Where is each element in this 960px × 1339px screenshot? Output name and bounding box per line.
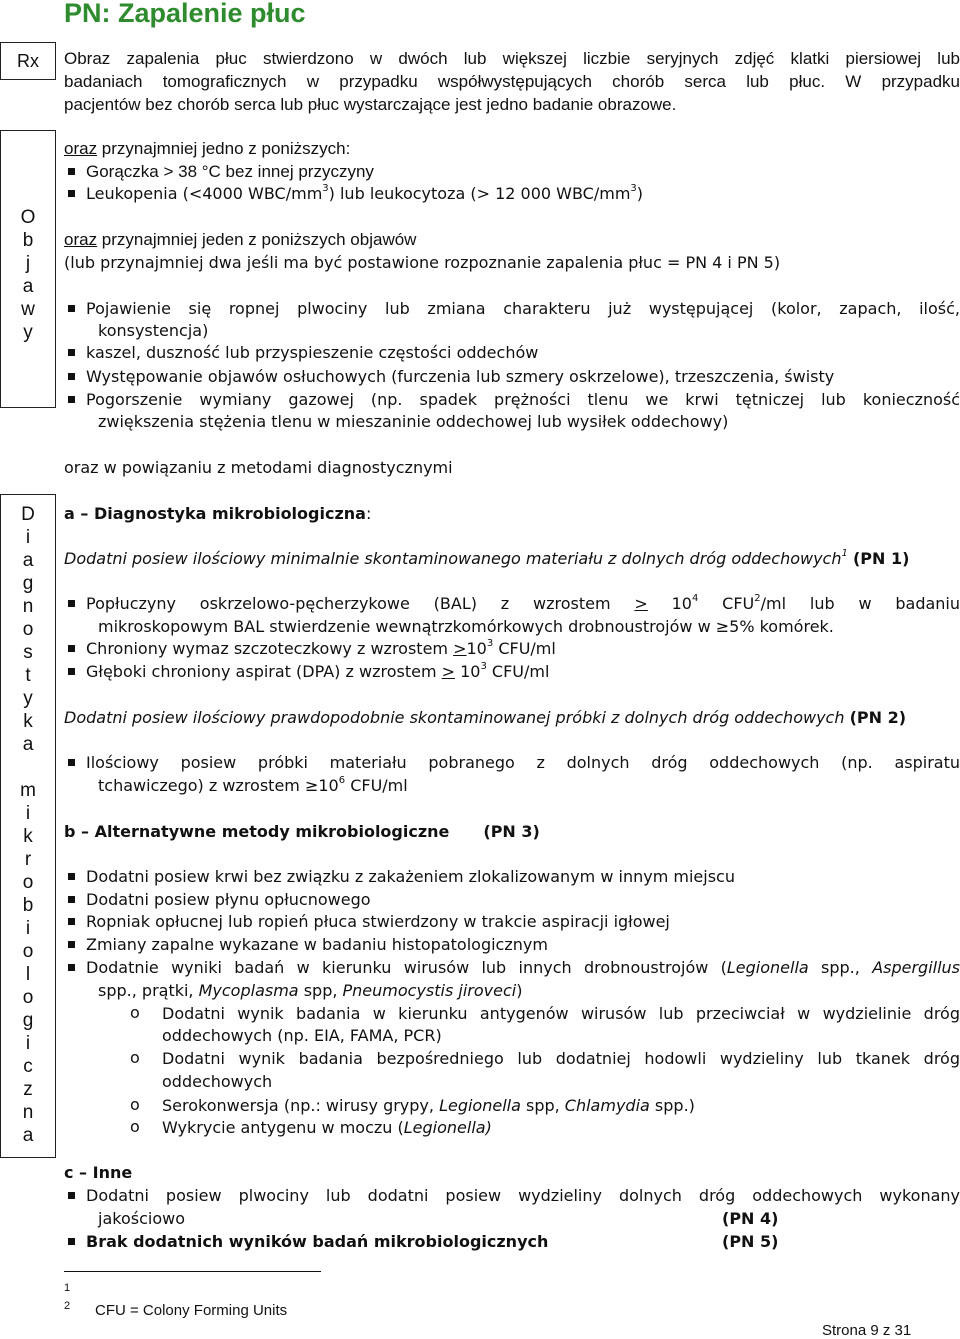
diag-label-letter: o	[22, 941, 34, 962]
rx-label: Rx	[17, 51, 39, 71]
diag-label-letter: o	[22, 872, 34, 893]
diag-label-letter: a	[22, 734, 34, 755]
objawy-sym-3: Występowanie objawów osłuchowych (furczenia lub szmery oskrzelowe), trzeszczenia, świsty	[64, 366, 960, 388]
diag-o2-line-2: oddechowych	[162, 1072, 273, 1091]
diag-label-letter: n	[22, 596, 34, 617]
objawy-sym-4-line-1: Pogorszenie wymiany gazowej (np. spadek prężności tlenu we krwi tętniczej lub konieczność	[64, 389, 960, 411]
diag-c-item-1-line-2: jakościowo	[98, 1209, 185, 1228]
footnote-2-number: 2	[64, 1300, 71, 1312]
diag-o2-line-1: Dodatni wynik badania bezpośredniego lub dodatniej hodowli wydzieliny lub tkanek dróg	[162, 1049, 960, 1068]
diag-label-letter: c	[23, 1056, 33, 1077]
diag-o1-line-2: oddechowych (np. EIA, FAMA, PCR)	[162, 1026, 442, 1045]
connector-text: oraz w powiązaniu z metodami diagnostycznymi	[64, 458, 453, 477]
diag-c-item-2: Brak dodatnich wyników badań mikrobiologicznych	[64, 1231, 960, 1253]
sub-marker-4: o	[130, 1117, 140, 1136]
objawy-intro-2b: (lub przynajmniej dwa jeśli ma być postawione rozpoznanie zapalenia płuc = PN 4 i PN 5)	[64, 253, 781, 272]
sub-marker-2: o	[130, 1048, 140, 1067]
sub-marker-1: o	[130, 1003, 140, 1022]
diag-o1-line-1: Dodatni wynik badania w kierunku antygenów wirusów lub przeciwciał w wydzielinie dróg	[162, 1004, 960, 1023]
rx-label-box	[0, 42, 56, 80]
diag-o3: Serokonwersja (np.: wirusy grypy, Legionella spp, Chlamydia spp.)	[162, 1096, 695, 1115]
objawy-label-letter: a	[22, 276, 34, 297]
objawy-item-fever: Gorączka > 38 °C bez innej przyczyny	[64, 161, 960, 183]
diag-label-letter	[1, 756, 55, 779]
objawy-item-leuko: Leukopenia (<4000 WBC/$mm^3$) lub leukocytoza (> 12 000 WBC/$mm^3$)	[64, 183, 960, 205]
objawy-sym-1-line-1: Pojawienie się ropnej plwociny lub zmiana charakteru już występującej (kolor, zapach, ilość,	[64, 298, 960, 320]
objawy-intro-1: oraz przynajmniej jedno z poniższych:	[64, 139, 351, 158]
page-number: Strona 9 z 31	[822, 1322, 912, 1339]
footnote-1-number: 1	[64, 1282, 71, 1294]
objawy-label-letter: y	[23, 322, 33, 343]
sub-marker-3: o	[130, 1095, 140, 1114]
diag-label-letter: l	[25, 964, 31, 985]
diag-label-letter: m	[20, 780, 36, 801]
diag-c-item-1-tag: (PN 4)	[722, 1209, 779, 1228]
diag-c-heading: c – Inne	[64, 1163, 133, 1182]
diag-b-item-4: Zmiany zapalne wykazane w badaniu histopatologicznym	[64, 934, 960, 956]
diag-label-letter: t	[25, 665, 31, 686]
diag-pn1-heading: Dodatni posiew ilościowy minimalnie skontaminowanego materiału z dolnych dróg oddechowych$^1$ (PN 1)	[64, 548, 910, 568]
rx-line-2: badaniach tomograficznych w przypadku współwystępujących chorób serca lub płuc. W przypadku	[64, 72, 960, 91]
diag-ilosc-line-1: Ilościowy posiew próbki materiału pobranego z dolnych dróg oddechowych (np. aspiratu	[64, 752, 960, 774]
diag-pn2-heading: Dodatni posiew ilościowy prawdopodobnie skontaminowanej próbki z dolnych dróg oddechowych (PN 2)	[64, 708, 907, 727]
diag-label-letter: o	[22, 619, 34, 640]
diag-label-letter: z	[23, 1079, 33, 1100]
diag-bal-line-2: mikroskopowym BAL stwierdzenie wewnątrzkomórkowych drobnoustrojów w ≥5% komórek.	[98, 617, 834, 636]
diag-label-box	[0, 494, 56, 1158]
diag-label-letter: i	[25, 527, 31, 548]
page-title: PN: Zapalenie płuc	[64, 0, 306, 28]
objawy-sym-4-line-2: zwiększenia stężenia tlenu w mieszaninie oddechowej lub wysiłek oddechowy)	[98, 412, 729, 431]
diag-label-letter: a	[22, 1125, 34, 1146]
diag-b-item-3: Ropniak opłucnej lub ropień płuca stwierdzony w trakcie aspiracji igłowej	[64, 911, 960, 933]
diag-label-letter: k	[23, 826, 33, 847]
diag-label-letter: b	[22, 895, 34, 916]
objawy-sym-1-line-2: konsystencja)	[98, 321, 209, 340]
objawy-label-letter: w	[21, 299, 35, 320]
diag-b-item-5-line-1: Dodatnie wyniki badań w kierunku wirusów lub innych drobnoustrojów (Legionella spp., Aspergillus	[64, 957, 960, 979]
diag-label-letter: i	[25, 918, 31, 939]
rx-line-1: Obraz zapalenia płuc stwierdzono w dwóch lub większej liczbie seryjnych zdjęć klatki piersiowej lub	[64, 49, 960, 68]
diag-b-item-1: Dodatni posiew krwi bez związku z zakażeniem zlokalizowanym w innym miejscu	[64, 866, 960, 888]
diag-b-item-2: Dodatni posiew płynu opłucnowego	[64, 889, 960, 911]
diag-label-letter: y	[23, 688, 33, 709]
diag-psb: Chroniony wymaz szczoteczkowy z wzrostem $>10^3$ CFU/ml	[64, 638, 960, 660]
diag-b-heading: b – Alternatywne metody mikrobiologiczne (PN 3)	[64, 822, 540, 841]
diag-label-letter: D	[21, 504, 35, 525]
diag-c-item-2-tag: (PN 5)	[722, 1232, 779, 1251]
diag-label-letter: i	[25, 1033, 31, 1054]
diag-label-letter: o	[22, 987, 34, 1008]
rx-line-3: pacjentów bez chorób serca lub płuc wystarczające jest jedno badanie obrazowe.	[64, 95, 677, 114]
diag-b-item-5-line-2: spp., prątki, Mycoplasma spp, Pneumocystis jiroveci)	[98, 981, 523, 1000]
diag-label-letter: g	[22, 573, 34, 594]
footnote-rule	[64, 1271, 321, 1272]
objawy-sym-2: kaszel, duszność lub przyspieszenie częstości oddechów	[64, 342, 960, 364]
diag-label-letter: s	[23, 642, 33, 663]
diag-dpa: Głęboki chroniony aspirat (DPA) z wzrostem > $10^3$ CFU/ml	[64, 661, 960, 683]
footnote-2-text: CFU = Colony Forming Units	[95, 1302, 288, 1319]
diag-label-letter: k	[23, 711, 33, 732]
objawy-label-box	[0, 130, 56, 408]
diag-c-item-1-line-1: Dodatni posiew plwociny lub dodatni posiew wydzieliny dolnych dróg oddechowych wykonany	[64, 1185, 960, 1207]
diag-label-letter: n	[22, 1102, 34, 1123]
diag-label-letter: i	[25, 803, 31, 824]
diag-label-letter: a	[22, 550, 34, 571]
diag-bal-line-1: Popłuczyny oskrzelowo-pęcherzykowe (BAL) z wzrostem > $10^4$ CFU$^2$/ml lub w badaniu	[64, 593, 960, 615]
objawy-label-letter: j	[25, 253, 31, 274]
diag-ilosc-line-2: tchawiczego) z wzrostem $\ge 10^6$ CFU/ml	[98, 775, 408, 795]
objawy-intro-2: oraz przynajmniej jeden z poniższych objawów	[64, 230, 417, 249]
diag-a-heading: a – Diagnostyka mikrobiologiczna:	[64, 504, 372, 523]
diag-o4: Wykrycie antygenu w moczu (Legionella)	[162, 1118, 492, 1137]
diag-label-letter: g	[22, 1010, 34, 1031]
objawy-label-letter: b	[22, 230, 34, 251]
objawy-label-letter: O	[20, 207, 36, 228]
diag-label-letter: r	[24, 849, 32, 870]
